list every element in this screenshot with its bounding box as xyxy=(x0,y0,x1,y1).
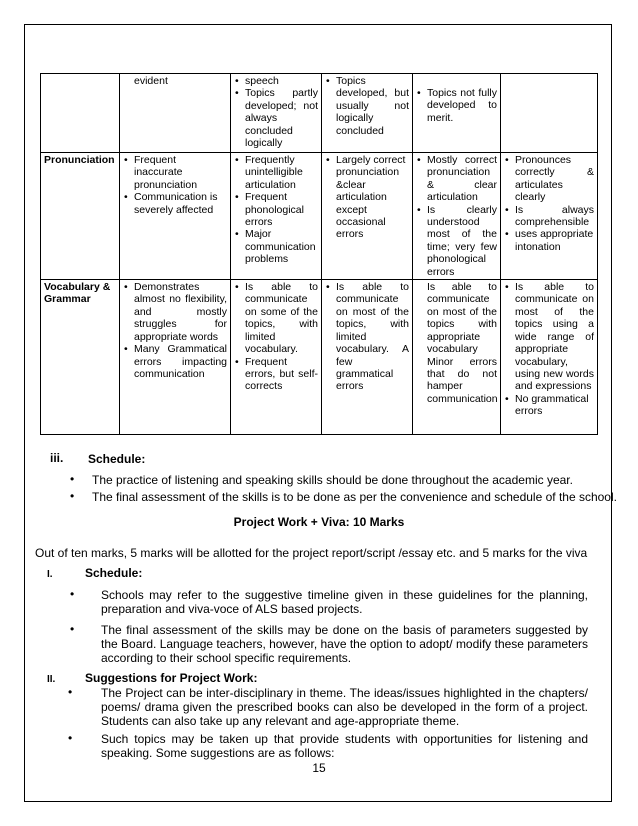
section-heading: Suggestions for Project Work: xyxy=(85,671,258,685)
assessment-rubric-table xyxy=(40,73,598,435)
list-item: • Frequent errors, but self- corrects xyxy=(234,356,318,393)
bullet-icon: • xyxy=(70,587,75,601)
list-item: The practice of listening and speaking skills should be done throughout the academic year. xyxy=(92,473,573,487)
list-item: • Major communication problems xyxy=(234,228,318,265)
section-heading: Schedule: xyxy=(88,452,146,466)
rubric-cell xyxy=(120,280,231,435)
bullet-icon: • xyxy=(70,489,75,503)
list-item: Such topics may be taken up that provide students with opportunities for listening and speaking. Some suggestions are as follows: xyxy=(101,732,588,760)
list-item: Is able to communicate on most of the topics with appropriate vocabulary xyxy=(427,281,497,356)
row-label xyxy=(41,74,120,153)
table-row xyxy=(41,74,598,153)
rubric-cell xyxy=(231,153,322,280)
row-label: Pronunciation xyxy=(41,153,120,280)
list-item: The final assessment of the skills may be done on the basis of parameters suggested by the Board. Language teachers, however, have the option to adopt/ modify these parameters according to their school specific requirements. xyxy=(101,623,588,665)
list-item: • Topics not fully developed to merit. xyxy=(416,87,497,124)
list-item: • Is always comprehensible xyxy=(504,204,594,229)
list-item: Schools may refer to the suggestive timeline given in these guidelines for the planning, preparation and viva-voce of ALS based projects. xyxy=(101,588,588,616)
list-item: • Frequently unintelligible articulation xyxy=(234,154,318,191)
list-item: • Demonstrates almost no flexibility, and mostly struggles for appropriate words xyxy=(123,281,227,343)
rubric-cell xyxy=(413,280,501,435)
list-item: • No grammatical errors xyxy=(504,393,594,418)
list-item: • Frequent inaccurate pronunciation xyxy=(123,154,227,191)
list-item: • Topics partly developed; not always concluded logically xyxy=(234,87,318,149)
list-item: • uses appropriate intonation xyxy=(504,228,594,253)
rubric-cell xyxy=(501,280,598,435)
list-item: • Is able to communicate on most of the topics, with limited vocabulary. A few grammatical errors xyxy=(325,281,409,393)
project-title: Project Work + Viva: 10 Marks xyxy=(233,515,405,529)
page-number: 15 xyxy=(312,761,326,775)
section-numeral: II. xyxy=(47,674,56,685)
bullet-icon: • xyxy=(70,622,75,636)
list-item: The final assessment of the skills is to be done as per the convenience and schedule of the school. xyxy=(92,490,617,504)
list-item: The Project can be inter-disciplinary in theme. The ideas/issues highlighted in the chapters/ poems/ drama given the prescribed books can also be developed in the form of a project. Students can also take up any relevant and age-appropriate theme. xyxy=(101,686,588,728)
rubric-cell xyxy=(413,153,501,280)
rubric-cell xyxy=(413,74,501,153)
list-item: • Pronounces correctly & articulates clearly xyxy=(504,154,594,204)
list-item: • Mostly correct pronunciation & clear articulation xyxy=(416,154,497,204)
rubric-cell xyxy=(322,280,413,435)
section-numeral: I. xyxy=(47,569,53,580)
list-item: • Communication is severely affected xyxy=(123,191,227,216)
table-row xyxy=(41,153,598,280)
rubric-cell xyxy=(231,74,322,153)
bullet-icon: • xyxy=(68,731,73,745)
rubric-cell xyxy=(501,153,598,280)
list-item: • speech xyxy=(234,75,318,87)
list-item: • Largely correct pronunciation &clear articulation except occasional errors xyxy=(325,154,409,241)
list-item: Minor errors that do not hamper communication xyxy=(427,355,498,405)
rubric-cell xyxy=(120,153,231,280)
list-item: • Topics developed, but usually not logically concluded xyxy=(325,75,409,137)
list-item: • Is able to communicate on some of the topics, with limited vocabulary. xyxy=(234,281,318,355)
rubric-cell xyxy=(120,74,231,153)
rubric-cell xyxy=(322,74,413,153)
rubric-cell xyxy=(231,280,322,435)
row-label: Vocabulary & Grammar xyxy=(41,280,120,435)
bullet-icon: • xyxy=(70,472,75,486)
section-numeral: iii. xyxy=(50,451,64,465)
table-row xyxy=(41,280,598,435)
list-item: • Is able to communicate on most of the topics using a wide range of appropriate vocabulary, using new words and expressions xyxy=(504,281,594,393)
bullet-icon: • xyxy=(68,685,73,699)
rubric-cell xyxy=(322,153,413,280)
rubric-cell xyxy=(501,74,598,153)
list-item: evident xyxy=(134,75,168,87)
project-intro: Out of ten marks, 5 marks will be allotted for the project report/script /essay etc. and 5 marks for the viva xyxy=(35,546,588,560)
list-item: • Is clearly understood most of the time; very few phonological errors xyxy=(416,204,497,278)
list-item: • Many Grammatical errors impacting communication xyxy=(123,343,227,380)
section-heading: Schedule: xyxy=(85,566,143,580)
list-item: • Frequent phonological errors xyxy=(234,191,318,228)
